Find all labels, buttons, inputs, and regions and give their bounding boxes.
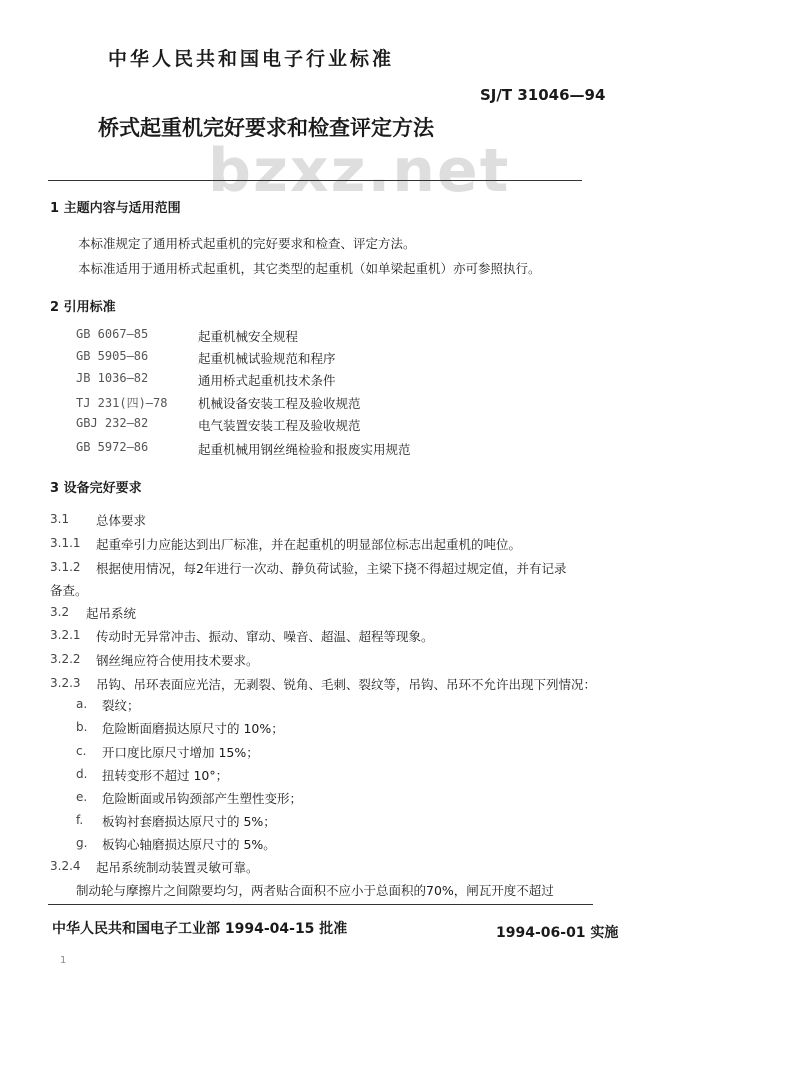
list-marker: b.	[76, 720, 88, 734]
section-1-paragraph: 本标准规定了通用桥式起重机的完好要求和检查、评定方法。	[78, 236, 416, 251]
list-marker: d.	[76, 767, 88, 781]
list-marker: e.	[76, 790, 88, 804]
section-1-heading: 1 主题内容与适用范围	[50, 201, 181, 216]
list-item: 板钩衬套磨损达原尺寸的 5%；	[102, 814, 276, 829]
reference-code: GB 6067—85	[76, 327, 149, 341]
clause-text: 钢丝绳应符合使用技术要求。	[96, 653, 259, 668]
list-item: 开口度比原尺寸增加 15%；	[102, 745, 259, 760]
clause-number: 3.1.2	[50, 560, 81, 574]
reference-code: TJ 231(四)—78	[76, 396, 168, 410]
page-title: 桥式起重机完好要求和检查评定方法	[98, 116, 434, 140]
section-2-heading: 2 引用标准	[50, 300, 116, 315]
clause-number: 3.1.1	[50, 536, 81, 550]
clause-text: 根据使用情况，每2年进行一次动、静负荷试验，主梁下挠不得超过规定值，并有记录	[96, 561, 567, 576]
issuing-organization: 中华人民共和国电子行业标准	[108, 48, 395, 70]
standard-code: SJ/T 31046—94	[480, 86, 606, 104]
list-item: 危险断面或吊钩颈部产生塑性变形；	[102, 791, 303, 806]
list-marker: f.	[76, 813, 84, 827]
clause-text: 总体要求	[96, 513, 147, 528]
clause-number: 3.2.1	[50, 628, 81, 642]
list-marker: c.	[76, 744, 87, 758]
list-marker: g.	[76, 836, 88, 850]
section-3-heading: 3 设备完好要求	[50, 481, 142, 496]
clause-text: 吊钩、吊环表面应光洁，无剥裂、锐角、毛刺、裂纹等，吊钩、吊环不允许出现下列情况：	[96, 677, 597, 692]
reference-title: 电气装置安装工程及验收规范	[198, 418, 361, 433]
page-number: 1	[60, 955, 67, 966]
clause-text: 传动时无异常冲击、振动、窜动、噪音、超温、超程等现象。	[96, 629, 434, 644]
reference-title: 机械设备安装工程及验收规范	[198, 396, 361, 411]
list-item: 板钩心轴磨损达原尺寸的 5%。	[102, 837, 276, 852]
list-item: 扭转变形不超过 10°；	[102, 768, 229, 783]
clause-text-continued: 备查。	[50, 583, 88, 598]
clause-text: 起吊系统制动装置灵敏可靠。	[96, 860, 259, 875]
clause-number: 3.2.3	[50, 676, 81, 690]
list-item: 危险断面磨损达原尺寸的 10%；	[102, 721, 284, 736]
reference-code: GB 5972—86	[76, 440, 149, 454]
clause-text-continued: 制动轮与摩擦片之间隙要均匀，两者贴合面积不应小于总面积的70%，闸瓦开度不超过	[76, 883, 554, 898]
list-item: 裂纹；	[102, 698, 140, 713]
reference-code: GB 5905—86	[76, 349, 149, 363]
clause-number: 3.2	[50, 605, 70, 619]
effective-date: 1994-06-01 实施	[496, 925, 619, 941]
footer-divider	[48, 904, 593, 905]
clause-text: 起吊系统	[86, 606, 137, 621]
reference-title: 起重机械试验规范和程序	[198, 351, 336, 366]
reference-title: 通用桥式起重机技术条件	[198, 373, 336, 388]
clause-number: 3.2.2	[50, 652, 81, 666]
section-1-paragraph: 本标准适用于通用桥式起重机，其它类型的起重机（如单梁起重机）亦可参照执行。	[78, 261, 541, 276]
list-marker: a.	[76, 697, 88, 711]
clause-text: 起重牵引力应能达到出厂标准，并在起重机的明显部位标志出起重机的吨位。	[96, 537, 522, 552]
reference-title: 起重机械用钢丝绳检验和报废实用规范	[198, 442, 411, 457]
reference-code: GBJ 232—82	[76, 416, 149, 430]
watermark: bzxz.net	[208, 136, 511, 206]
approval-statement: 中华人民共和国电子工业部 1994-04-15 批准	[52, 921, 348, 937]
clause-number: 3.2.4	[50, 859, 81, 873]
clause-number: 3.1	[50, 512, 70, 526]
header-divider	[48, 180, 582, 181]
reference-title: 起重机械安全规程	[198, 329, 299, 344]
reference-code: JB 1036—82	[76, 371, 149, 385]
